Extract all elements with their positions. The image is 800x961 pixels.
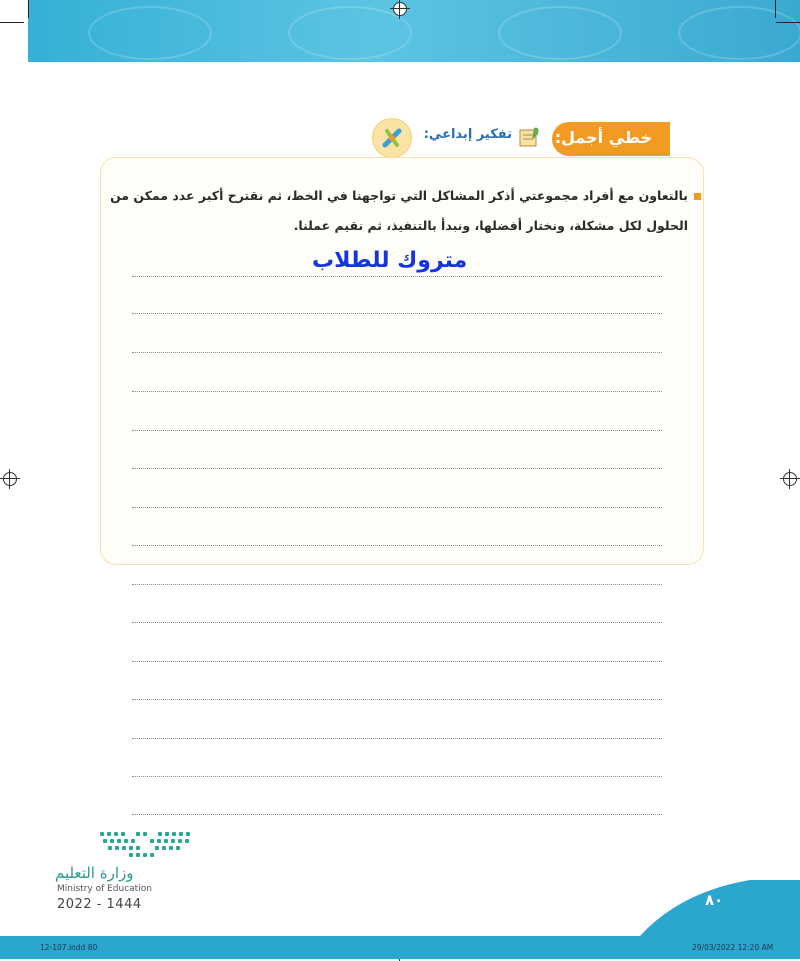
writing-line[interactable] — [132, 776, 662, 777]
writing-line[interactable] — [132, 699, 662, 700]
writing-line[interactable] — [132, 622, 662, 623]
writing-line[interactable] — [132, 545, 662, 546]
registration-mark-icon — [3, 472, 17, 486]
crop-mark — [776, 22, 800, 23]
band-pattern — [288, 6, 412, 60]
ministry-logo-icon — [100, 828, 190, 858]
writing-line[interactable] — [132, 391, 662, 392]
writing-line[interactable] — [132, 313, 662, 314]
writing-line[interactable] — [132, 738, 662, 739]
print-slug-file: 12-107.indd 80 — [40, 943, 98, 952]
writing-line[interactable] — [132, 352, 662, 353]
top-decorative-band — [28, 0, 800, 62]
prompt-line-1: بالتعاون مع أفراد مجموعتي أذكر المشاكل التي تواجهنا في الخط، ثم نقترح أكبر عدد ممكن من — [110, 188, 688, 203]
writing-line[interactable] — [132, 507, 662, 508]
writing-line[interactable] — [132, 584, 662, 585]
bottom-band — [0, 936, 800, 959]
print-slug-timestamp: 29/03/2022 12:20 AM — [692, 943, 774, 952]
band-pattern — [498, 6, 622, 60]
writing-line[interactable] — [132, 661, 662, 662]
page-number: ٨٠ — [705, 891, 724, 909]
bullet-icon — [694, 193, 701, 200]
prompt-line-2: الحلول لكل مشكلة، ونختار أفضلها، ونبدأ بالتنفيذ، ثم نقيم عملنا. — [293, 218, 688, 233]
writing-line[interactable] — [132, 814, 662, 815]
lightbulb-icon — [372, 118, 412, 158]
edition-year: 2022 - 1444 — [57, 897, 142, 912]
section-subtitle: تفكير إبداعي: — [423, 127, 512, 142]
writing-line[interactable] — [132, 276, 662, 277]
section-header — [370, 118, 670, 158]
crop-mark — [28, 0, 29, 18]
writing-line[interactable] — [132, 430, 662, 431]
ministry-name-arabic: وزارة التعليم — [55, 864, 134, 882]
answer-note: متروك للطلاب — [312, 248, 468, 273]
writing-line[interactable] — [132, 468, 662, 469]
registration-mark-icon — [783, 472, 797, 486]
band-pattern — [88, 6, 212, 60]
section-title: خطي أجمل: — [554, 128, 652, 147]
band-pattern — [678, 6, 800, 60]
registration-mark-icon — [393, 2, 407, 16]
section-title-badge — [552, 122, 670, 156]
crop-mark — [775, 0, 776, 18]
crop-mark — [0, 22, 24, 23]
scroll-quill-icon — [516, 124, 542, 150]
ministry-name-english: Ministry of Education — [57, 884, 152, 894]
